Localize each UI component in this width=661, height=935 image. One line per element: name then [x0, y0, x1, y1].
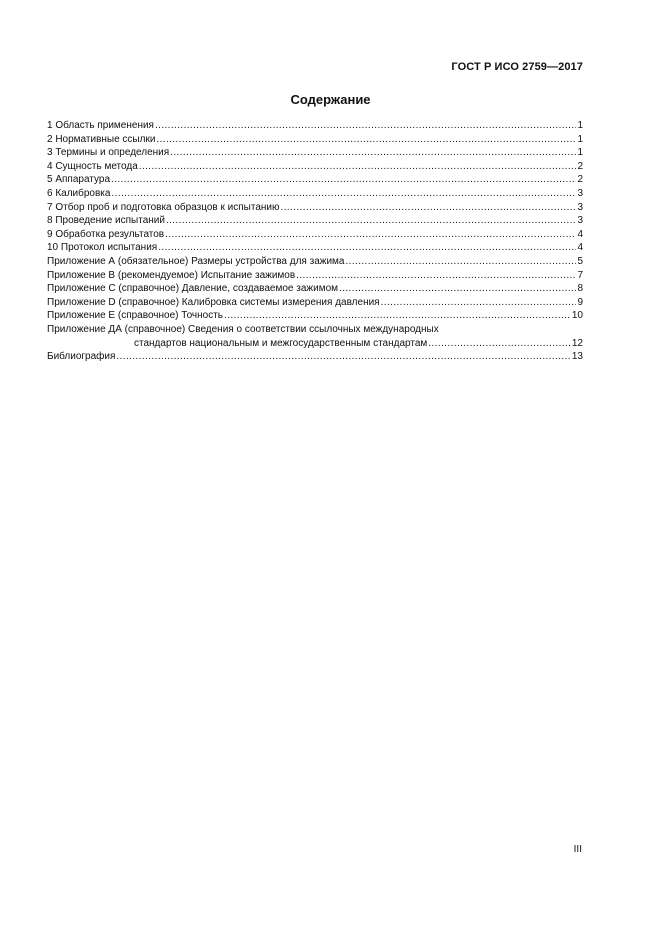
- toc-entry-page: 1: [577, 120, 583, 131]
- toc-entry-label: Приложение ДА (справочное) Сведения о соответствии ссылочных международных: [47, 323, 439, 335]
- toc-entry[interactable]: [47, 269, 583, 283]
- toc-entry-label: Приложение С (справочное) Давление, создаваемое зажимом: [47, 283, 339, 295]
- toc-entry-multiline-first[interactable]: [47, 323, 583, 337]
- toc-entry-label: 8 Проведение испытаний: [47, 215, 165, 227]
- toc-leader-dots: [224, 309, 571, 323]
- toc-leader-dots: [428, 337, 571, 351]
- toc-leader-dots: [156, 133, 576, 147]
- toc-leader-dots: [111, 173, 576, 187]
- toc-entry-page: 7: [577, 269, 583, 281]
- toc-leader-dots: [165, 228, 576, 242]
- toc-entry-label: Приложение D (справочное) Калибровка системы измерения давления: [47, 296, 380, 308]
- toc-entry-page: 9: [577, 296, 583, 308]
- toc-entry-label: 4 Сущность метода: [47, 160, 138, 172]
- toc-entry-label: 1 Область применения: [47, 120, 154, 131]
- toc-entry-label: 2 Нормативные ссылки: [47, 133, 156, 145]
- toc-leader-dots: [296, 269, 576, 283]
- toc-leader-dots: [166, 214, 576, 228]
- toc-entry-page: 3: [577, 215, 583, 227]
- toc-leader-dots: [116, 350, 570, 364]
- toc-entry-label: Приложение Е (справочное) Точность: [47, 310, 224, 322]
- toc-entry[interactable]: [47, 228, 583, 242]
- toc-entry[interactable]: [47, 255, 583, 269]
- toc-entry-page: 1: [577, 147, 583, 159]
- toc-leader-dots: [155, 119, 576, 133]
- toc-leader-dots: [170, 146, 576, 160]
- toc-entry-multiline-continuation[interactable]: [47, 337, 583, 351]
- toc-entry-bibliography[interactable]: [47, 350, 583, 364]
- toc-entry[interactable]: [47, 296, 583, 310]
- toc-entry-label: Приложение А (обязательное) Размеры устройства для зажима: [47, 255, 345, 267]
- toc-entry-page: 10: [571, 310, 583, 322]
- toc-entry-page: 13: [571, 351, 583, 363]
- toc-entry-label: 3 Термины и определения: [47, 147, 170, 159]
- toc-entry-page: 5: [577, 255, 583, 267]
- toc-entry-label: Библиография: [47, 351, 116, 363]
- toc-entry[interactable]: [47, 201, 583, 215]
- toc-entry-page: 12: [571, 337, 583, 349]
- toc-entry-page: 2: [577, 160, 583, 172]
- toc-entry-page: 8: [577, 283, 583, 295]
- toc-entry[interactable]: [47, 160, 583, 174]
- toc-entry-label: 6 Калибровка: [47, 187, 111, 199]
- toc-entry[interactable]: [47, 119, 583, 133]
- toc-entry[interactable]: [47, 133, 583, 147]
- toc-entry-page: 2: [577, 174, 583, 186]
- toc-entry-label: стандартов национальным и межгосударственным стандартам: [134, 337, 428, 349]
- toc-entry[interactable]: [47, 214, 583, 228]
- toc-leader-dots: [158, 241, 576, 255]
- toc-leader-dots: [139, 160, 577, 174]
- toc-entry-label: Приложение В (рекомендуемое) Испытание зажимов: [47, 269, 296, 281]
- toc-entry-label: 7 Отбор проб и подготовка образцов к испытанию: [47, 201, 280, 213]
- toc-leader-dots: [339, 282, 576, 296]
- page-number: III: [573, 844, 582, 855]
- toc-leader-dots: [111, 187, 576, 201]
- toc-entry-page: 4: [577, 228, 583, 240]
- toc-entry-page: 4: [577, 242, 583, 254]
- toc-leader-dots: [345, 255, 576, 269]
- table-of-contents: [47, 119, 583, 364]
- toc-entry[interactable]: [47, 146, 583, 160]
- document-code: ГОСТ Р ИСО 2759—2017: [451, 61, 583, 73]
- toc-entry-page: 1: [577, 133, 583, 145]
- toc-leader-dots: [281, 201, 577, 215]
- toc-entry-page: 3: [577, 201, 583, 213]
- toc-entry[interactable]: [47, 309, 583, 323]
- toc-entry[interactable]: [47, 282, 583, 296]
- toc-entry[interactable]: [47, 173, 583, 187]
- toc-entry-label: 5 Аппаратура: [47, 174, 111, 186]
- toc-entry[interactable]: [47, 187, 583, 201]
- toc-title: Содержание: [290, 92, 371, 107]
- toc-entry[interactable]: [47, 241, 583, 255]
- toc-entry-label: 10 Протокол испытания: [47, 242, 158, 254]
- toc-entry-page: 3: [577, 187, 583, 199]
- toc-leader-dots: [381, 296, 577, 310]
- toc-entry-label: 9 Обработка результатов: [47, 228, 165, 240]
